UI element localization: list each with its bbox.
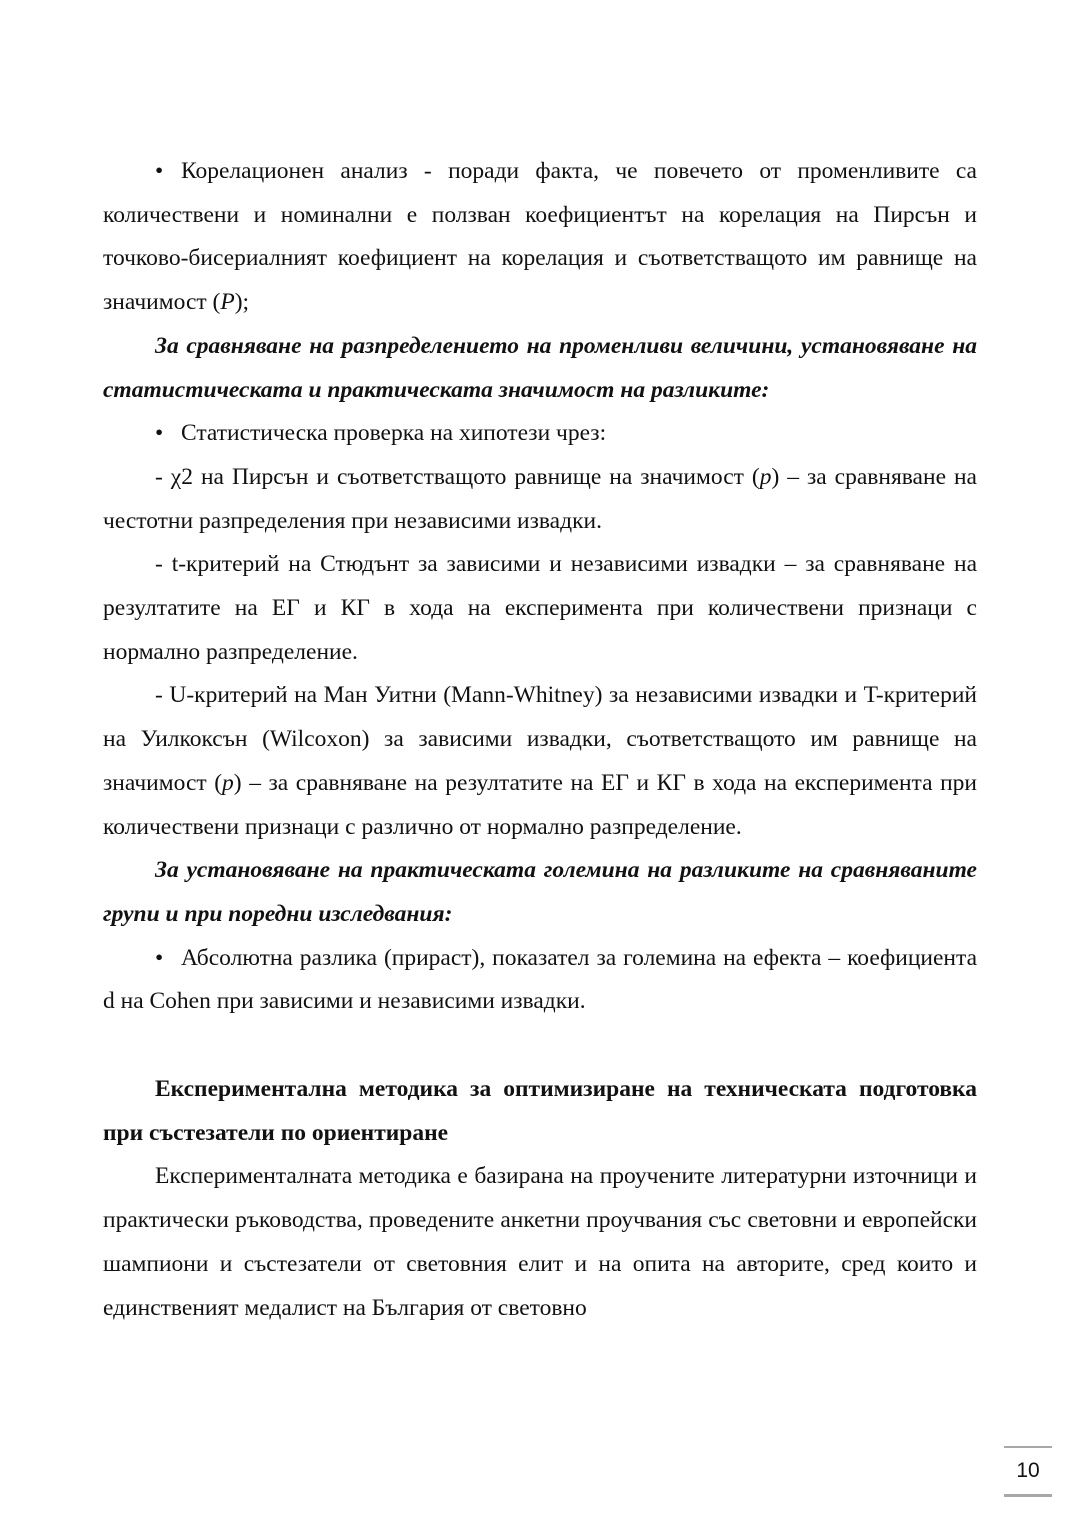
heading-experimental-methodology: Експериментална методика за оптимизиране на техническата подготовка при състезатели по ориентиране [103, 1076, 977, 1146]
paragraph-tail: ); [234, 289, 250, 316]
spacer [103, 1024, 977, 1068]
p-symbol: p [759, 463, 772, 490]
paragraph-text: - U-критерий на Ман Уитни (Mann-Whitney) за независими извадки и T-критерий на Уилкоксън (Wilcoxon) за зависими извадки, съответстващото им равнище на значимост ( [103, 682, 977, 796]
paragraph-u-test [103, 674, 977, 849]
paragraph-hypothesis-testing [103, 412, 977, 456]
page-number: 10 [1004, 1446, 1052, 1497]
paragraph-tail: ) – за сравняване на честотни разпределения при независими извадки. [103, 463, 977, 534]
heading-distribution-comparison: За сравняване на разпределението на променливи величини, установяване на статистическата и практическата значимост на разликите: [103, 332, 977, 403]
paragraph-text: Статистическа проверка на хипотези чрез: [181, 420, 607, 447]
p-symbol: P [220, 289, 235, 316]
paragraph-text: Корелационен анализ - поради факта, че повечето от променливите са количествени и номинални е ползван коефициентът на корелация на Пирсън и точково-бисериалният коефициент на корелация и съответстващото им равнище на значимост ( [103, 158, 977, 316]
bullet-icon: • [155, 158, 164, 184]
paragraph-t-test: - t-критерий на Стюдънт за зависими и независими извадки – за сравняване на резултатите на ЕГ и КГ в хода на експеримента при количествени признаци с нормално разпределение. [103, 551, 977, 665]
heading-practical-magnitude: За установяване на практическата големина на разликите на сравняваните групи и при поредни изследвания: [103, 857, 977, 927]
paragraph-text: - χ2 на Пирсън и съответстващото равнище на значимост ( [155, 463, 760, 490]
paragraph-tail: ) – за сравняване на резултатите на ЕГ и КГ в хода на експеримента при количествени признаци с различно от нормално разпределение. [103, 769, 977, 840]
paragraph-correlation-analysis [103, 150, 977, 325]
p-symbol: p [222, 769, 234, 796]
paragraph-methodology-basis: Експерименталната методика е базирана на проучените литературни източници и практически ръководства, проведените анкетни проучвания със световни и европейски шампиони и състезатели от световния елит и на опита на авторите, сред които и единственият медалист на България от световно [103, 1163, 977, 1321]
paragraph-text: Абсолютна разлика (прираст), показател за големина на ефекта – коефициента d на Cohen при зависими и независими извадки. [103, 944, 977, 1015]
paragraph-absolute-difference [103, 937, 977, 1024]
bullet-icon: • [155, 944, 164, 971]
document-page [103, 150, 977, 1330]
paragraph-chi-square [103, 456, 977, 543]
bullet-icon: • [155, 420, 164, 447]
